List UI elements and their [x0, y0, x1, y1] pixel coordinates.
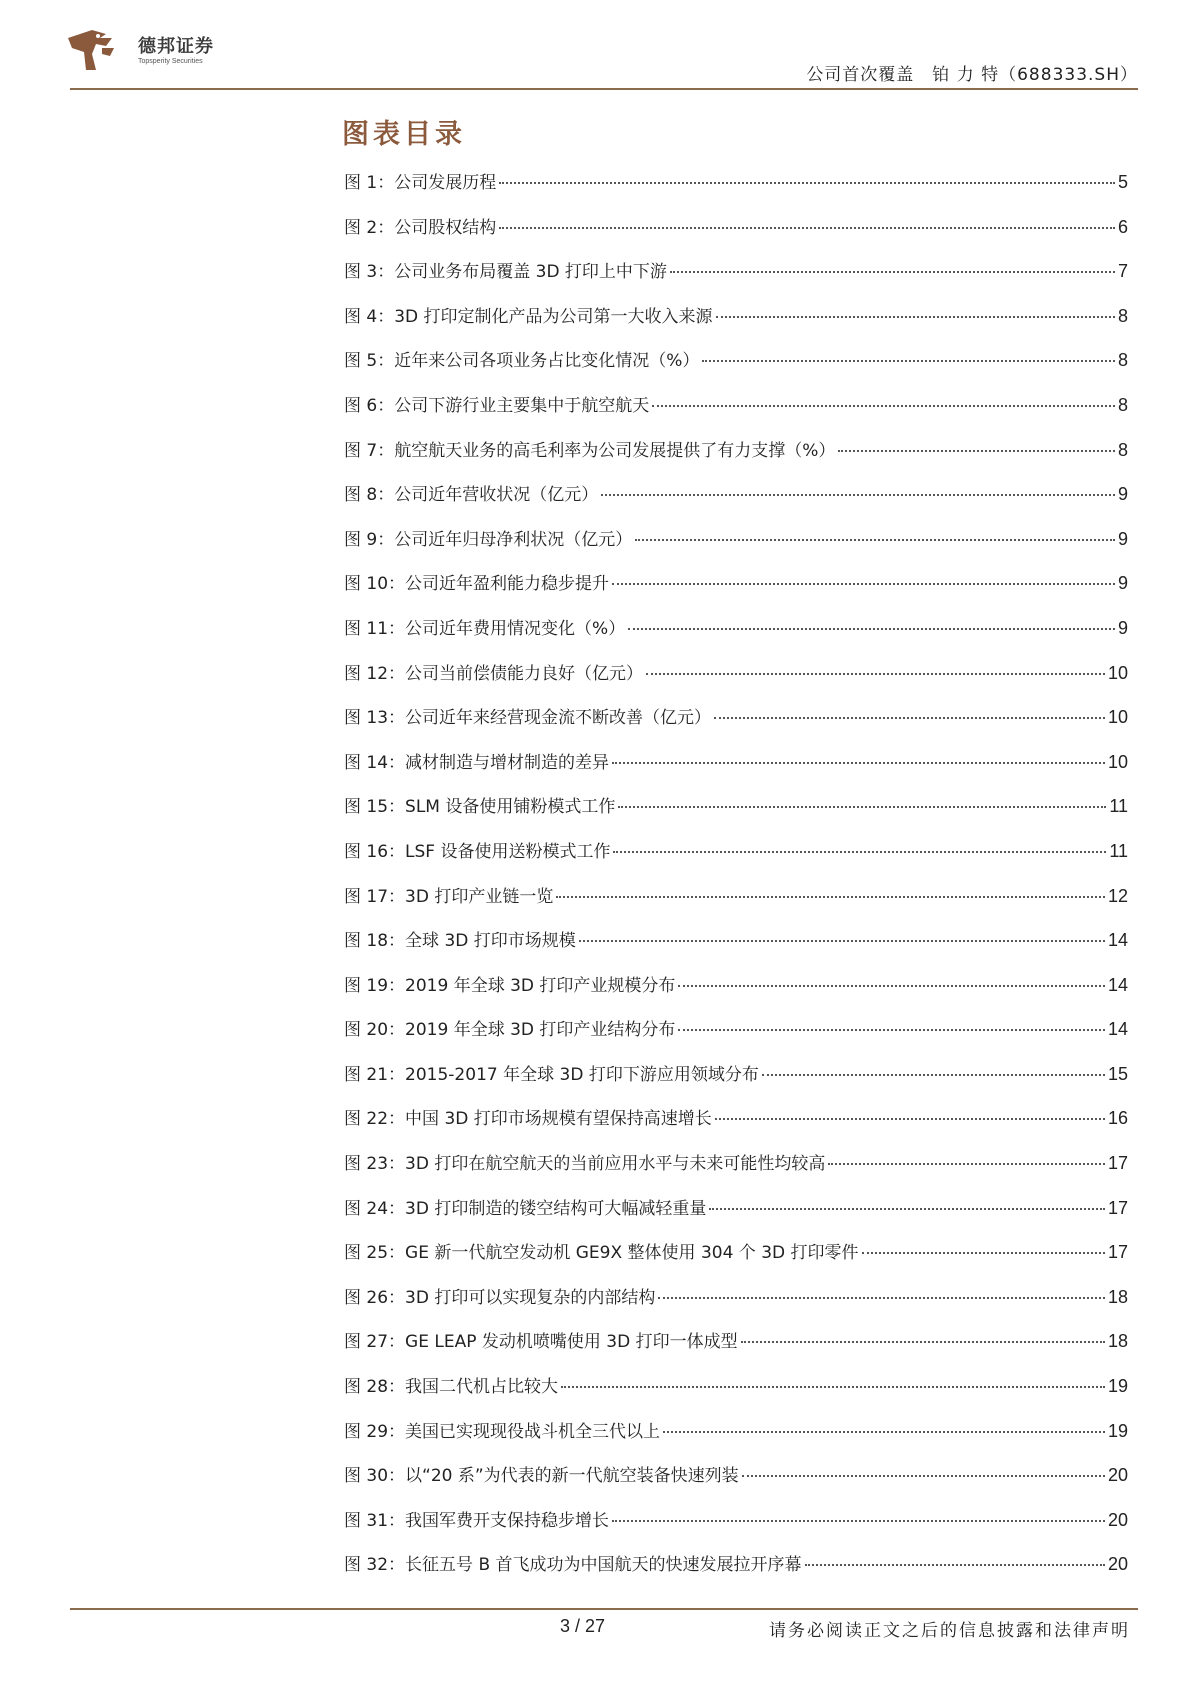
toc-entry[interactable]: [344, 1461, 1128, 1506]
toc-entry-page: 17: [1107, 1242, 1128, 1263]
toc-entry-page: 11: [1109, 796, 1128, 817]
toc-entry-label: 图 30：以“20 系”为代表的新一代航空装备快速列装: [344, 1466, 739, 1487]
toc-leader-dots: [670, 271, 1115, 273]
toc-entry-label: 图 27：GE LEAP 发动机喷嘴使用 3D 打印一体成型: [344, 1332, 738, 1353]
toc-entry[interactable]: [344, 1283, 1128, 1328]
toc-entry[interactable]: [344, 1238, 1128, 1283]
toc-entry[interactable]: [344, 703, 1128, 748]
toc-leader-dots: [561, 1386, 1105, 1388]
toc-entry-page: 10: [1107, 662, 1128, 683]
toc-entry[interactable]: [344, 213, 1128, 258]
toc-entry-page: 17: [1107, 1153, 1128, 1174]
toc-entry[interactable]: [344, 614, 1128, 659]
toc-leader-dots: [678, 985, 1105, 987]
toc-entry-label: 图 28：我国二代机占比较大: [344, 1377, 559, 1398]
toc-entry-label: 图 19：2019 年全球 3D 打印产业规模分布: [344, 975, 676, 996]
toc-entry[interactable]: [344, 971, 1128, 1016]
toc-entry-page: 10: [1107, 751, 1128, 772]
toc-entry-page: 12: [1107, 885, 1128, 906]
toc-entry-page: 8: [1117, 305, 1128, 326]
toc-entry[interactable]: [344, 168, 1128, 213]
toc-entry-page: 19: [1107, 1420, 1128, 1441]
toc-leader-dots: [579, 940, 1105, 942]
toc-entry-page: 15: [1107, 1063, 1128, 1084]
toc-entry[interactable]: [344, 1194, 1128, 1239]
toc-leader-dots: [663, 1431, 1105, 1433]
toc-entry-label: 图 9：公司近年归母净利状况（亿元）: [344, 529, 633, 550]
toc-leader-dots: [862, 1252, 1105, 1254]
toc-leader-dots: [499, 182, 1115, 184]
toc-leader-dots: [556, 896, 1105, 898]
logo-icon: [62, 24, 132, 76]
toc-entry-page: 14: [1107, 974, 1128, 995]
toc-entry[interactable]: [344, 748, 1128, 793]
toc-entry-page: 20: [1107, 1465, 1128, 1486]
toc-entry[interactable]: [344, 837, 1128, 882]
figure-table-of-contents: [344, 168, 1128, 1595]
section-title: 图表目录: [342, 119, 466, 150]
toc-entry-page: 10: [1107, 707, 1128, 728]
toc-leader-dots: [678, 1029, 1105, 1031]
toc-entry-label: 图 23：3D 打印在航空航天的当前应用水平与未来可能性均较高: [344, 1154, 826, 1175]
toc-leader-dots: [762, 1074, 1105, 1076]
toc-leader-dots: [499, 227, 1115, 229]
toc-leader-dots: [828, 1163, 1105, 1165]
page-number: 3 / 27: [560, 1616, 606, 1636]
toc-entry-page: 19: [1107, 1376, 1128, 1397]
toc-entry-label: 图 11：公司近年费用情况变化（%）: [344, 618, 626, 639]
toc-leader-dots: [652, 405, 1115, 407]
toc-leader-dots: [805, 1564, 1105, 1566]
toc-entry[interactable]: [344, 1015, 1128, 1060]
header-divider: [70, 88, 1138, 90]
toc-entry-label: 图 4：3D 打印定制化产品为公司第一大收入来源: [344, 306, 713, 327]
toc-entry-label: 图 22：中国 3D 打印市场规模有望保持高速增长: [344, 1109, 712, 1130]
toc-entry-page: 18: [1107, 1331, 1128, 1352]
toc-entry-label: 图 15：SLM 设备使用铺粉模式工作: [344, 797, 616, 818]
toc-entry-label: 图 2：公司股权结构: [344, 217, 497, 238]
toc-entry-label: 图 32：长征五号 B 首飞成功为中国航天的快速发展拉开序幕: [344, 1555, 802, 1576]
toc-leader-dots: [702, 360, 1115, 362]
toc-leader-dots: [613, 851, 1106, 853]
toc-leader-dots: [714, 717, 1105, 719]
toc-entry-page: 17: [1107, 1197, 1128, 1218]
toc-entry[interactable]: [344, 1149, 1128, 1194]
logo-name: 德邦证券: [138, 36, 214, 57]
toc-entry-label: 图 21：2015-2017 年全球 3D 打印下游应用领域分布: [344, 1064, 759, 1085]
toc-entry[interactable]: [344, 480, 1128, 525]
toc-leader-dots: [612, 1520, 1105, 1522]
toc-entry-label: 图 31：我国军费开支保持稳步增长: [344, 1510, 610, 1531]
toc-entry[interactable]: [344, 1060, 1128, 1105]
toc-entry-page: 8: [1117, 439, 1128, 460]
toc-entry-page: 5: [1117, 172, 1128, 192]
toc-leader-dots: [741, 1341, 1105, 1343]
toc-entry-page: 16: [1107, 1108, 1128, 1129]
toc-entry-label: 图 16：LSF 设备使用送粉模式工作: [344, 841, 611, 862]
toc-entry-label: 图 8：公司近年营收状况（亿元）: [344, 485, 599, 506]
toc-entry[interactable]: [344, 569, 1128, 614]
toc-entry-label: 图 12：公司当前偿债能力良好（亿元）: [344, 663, 644, 684]
toc-entry[interactable]: [344, 1104, 1128, 1149]
toc-leader-dots: [715, 1118, 1105, 1120]
toc-entry-label: 图 17：3D 打印产业链一览: [344, 886, 554, 907]
footer-divider: [70, 1608, 1138, 1610]
toc-leader-dots: [612, 762, 1105, 764]
toc-entry-page: 9: [1117, 617, 1128, 638]
toc-entry-page: 14: [1107, 930, 1128, 951]
toc-entry[interactable]: [344, 257, 1128, 302]
company-logo: [62, 24, 262, 80]
toc-entry[interactable]: [344, 792, 1128, 837]
toc-entry-page: 20: [1107, 1509, 1128, 1530]
toc-entry[interactable]: [344, 1372, 1128, 1417]
toc-entry-page: 20: [1107, 1554, 1128, 1575]
toc-leader-dots: [742, 1475, 1105, 1477]
toc-leader-dots: [635, 539, 1115, 541]
toc-entry[interactable]: [344, 436, 1128, 481]
toc-entry-label: 图 20：2019 年全球 3D 打印产业结构分布: [344, 1020, 676, 1041]
toc-leader-dots: [716, 316, 1115, 318]
toc-entry-page: 9: [1117, 573, 1128, 594]
toc-entry-label: 图 18：全球 3D 打印市场规模: [344, 931, 576, 952]
toc-entry-label: 图 6：公司下游行业主要集中于航空航天: [344, 395, 650, 416]
toc-leader-dots: [658, 1297, 1105, 1299]
toc-entry-label: 图 10：公司近年盈利能力稳步提升: [344, 574, 610, 595]
toc-entry[interactable]: [344, 926, 1128, 971]
toc-leader-dots: [618, 806, 1106, 808]
toc-entry[interactable]: [344, 346, 1128, 391]
toc-entry-page: 7: [1117, 261, 1128, 282]
toc-leader-dots: [628, 628, 1115, 630]
toc-entry[interactable]: [344, 1327, 1128, 1372]
toc-entry-label: 图 7：航空航天业务的高毛利率为公司发展提供了有力支撑（%）: [344, 440, 836, 461]
toc-entry-label: 图 1：公司发展历程: [344, 173, 497, 193]
toc-entry-page: 6: [1117, 216, 1128, 237]
toc-entry-label: 图 13：公司近年来经营现金流不断改善（亿元）: [344, 708, 712, 729]
toc-entry-label: 图 5：近年来公司各项业务占比变化情况（%）: [344, 351, 700, 372]
toc-entry[interactable]: [344, 1550, 1128, 1595]
toc-entry-page: 14: [1107, 1019, 1128, 1040]
toc-entry-page: 11: [1109, 840, 1128, 861]
toc-entry[interactable]: [344, 659, 1128, 704]
toc-entry-label: 图 29：美国已实现现役战斗机全三代以上: [344, 1421, 661, 1442]
toc-leader-dots: [709, 1208, 1105, 1210]
toc-entry[interactable]: [344, 882, 1128, 927]
report-header-label: 公司首次覆盖 铂 力 特（688333.SH）: [806, 65, 1138, 85]
footer-disclaimer: 请务必阅读正文之后的信息披露和法律声明: [769, 1621, 1130, 1641]
toc-leader-dots: [601, 494, 1115, 496]
toc-entry-label: 图 26：3D 打印可以实现复杂的内部结构: [344, 1287, 656, 1308]
toc-leader-dots: [646, 673, 1105, 675]
toc-entry[interactable]: [344, 302, 1128, 347]
toc-entry-page: 9: [1117, 484, 1128, 505]
toc-leader-dots: [838, 450, 1115, 452]
toc-entry[interactable]: [344, 525, 1128, 570]
toc-entry-label: 图 24：3D 打印制造的镂空结构可大幅减轻重量: [344, 1198, 707, 1219]
toc-entry-page: 9: [1117, 528, 1128, 549]
logo-english-name: Topsperity Securities: [138, 58, 203, 65]
toc-leader-dots: [612, 583, 1115, 585]
toc-entry[interactable]: [344, 391, 1128, 436]
toc-entry[interactable]: [344, 1417, 1128, 1462]
toc-entry-page: 8: [1117, 394, 1128, 415]
toc-entry-label: 图 25：GE 新一代航空发动机 GE9X 整体使用 304 个 3D 打印零件: [344, 1243, 859, 1264]
toc-entry-page: 8: [1117, 350, 1128, 371]
toc-entry-label: 图 3：公司业务布局覆盖 3D 打印上中下游: [344, 262, 667, 283]
toc-entry[interactable]: [344, 1506, 1128, 1551]
toc-entry-page: 18: [1107, 1286, 1128, 1307]
toc-entry-label: 图 14：减材制造与增材制造的差异: [344, 752, 610, 773]
